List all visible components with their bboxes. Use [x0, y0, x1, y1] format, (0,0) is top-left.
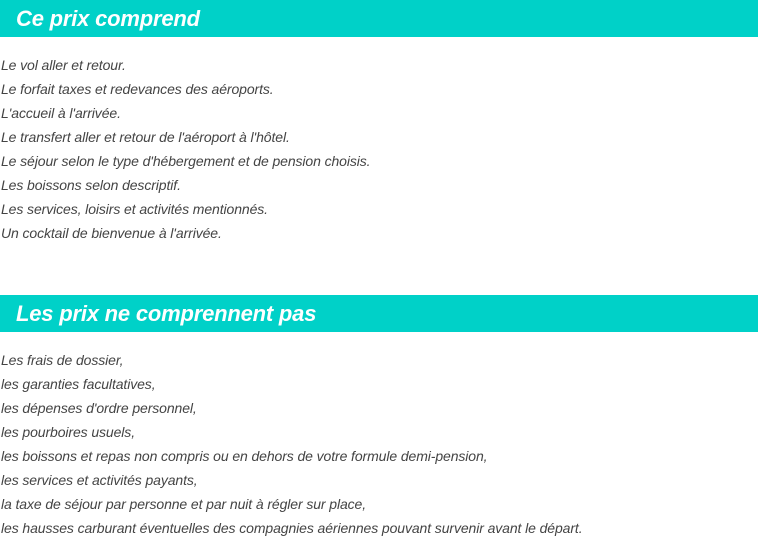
excluded-section-title: Les prix ne comprennent pas: [16, 300, 317, 326]
list-item: Le vol aller et retour.: [1, 57, 126, 73]
list-item: la taxe de séjour par personne et par nuit à régler sur place,: [1, 496, 367, 512]
list-item: L'accueil à l'arrivée.: [1, 105, 121, 121]
excluded-items-list: [1, 348, 583, 540]
list-item: Les boissons selon descriptif.: [1, 177, 181, 193]
list-item: Un cocktail de bienvenue à l'arrivée.: [1, 225, 222, 241]
list-item: Les frais de dossier,: [1, 352, 124, 368]
list-item: les boissons et repas non compris ou en dehors de votre formule demi-pension,: [1, 448, 488, 464]
list-item: Le séjour selon le type d'hébergement et de pension choisis.: [1, 153, 371, 169]
included-items-list: [1, 53, 370, 245]
list-item: les hausses carburant éventuelles des compagnies aériennes pouvant survenir avant le départ.: [1, 520, 583, 536]
included-section-header: [0, 0, 758, 37]
list-item: les dépenses d'ordre personnel,: [1, 400, 197, 416]
list-item: les garanties facultatives,: [1, 376, 156, 392]
list-item: Les services, loisirs et activités mentionnés.: [1, 201, 268, 217]
list-item: les services et activités payants,: [1, 472, 198, 488]
list-item: Le transfert aller et retour de l'aéroport à l'hôtel.: [1, 129, 290, 145]
excluded-section-header: [0, 295, 758, 332]
list-item: les pourboires usuels,: [1, 424, 135, 440]
list-item: Le forfait taxes et redevances des aéroports.: [1, 81, 274, 97]
included-section-title: Ce prix comprend: [16, 5, 200, 31]
